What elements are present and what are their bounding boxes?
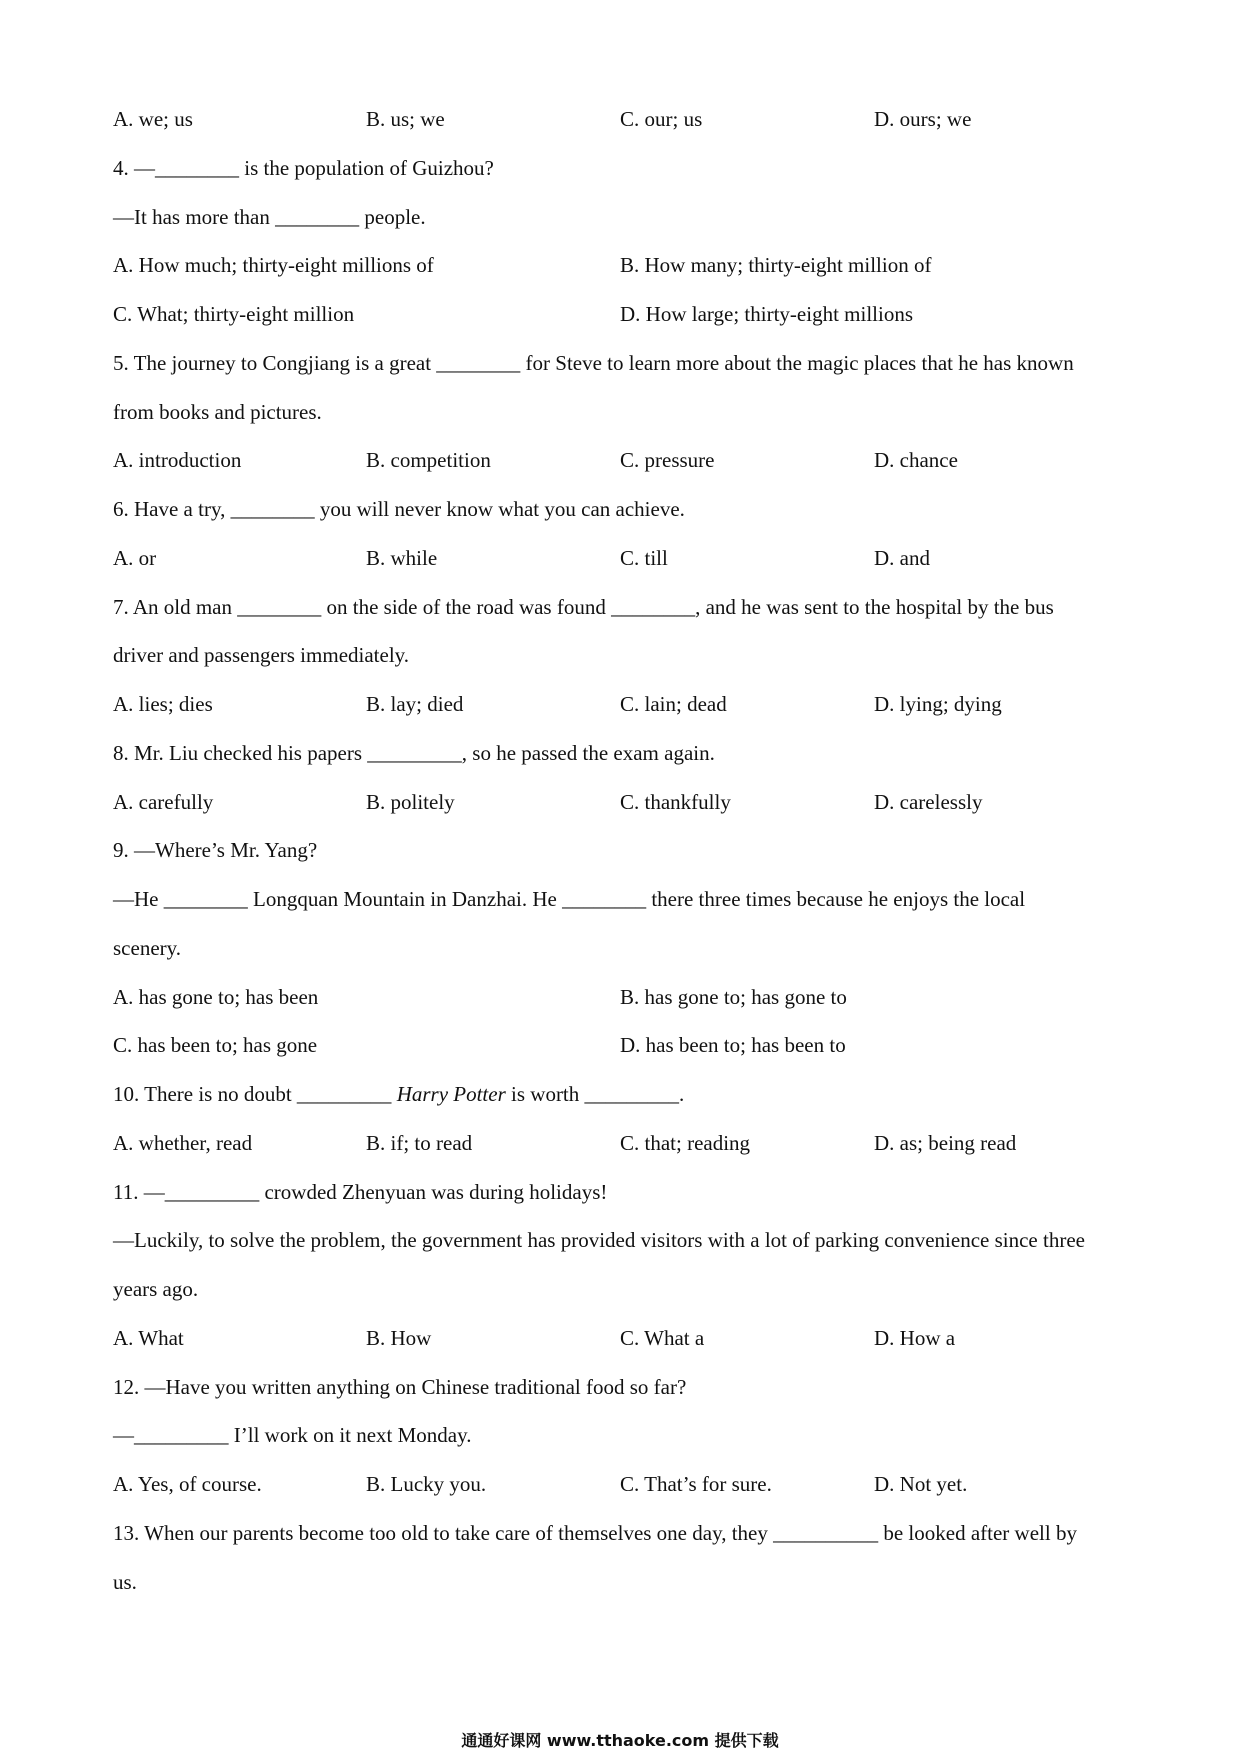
q12-response: —_________ I’ll work on it next Monday. (113, 1423, 472, 1447)
q4-option-c: C. What; thirty-eight million (113, 302, 355, 326)
q7-option-b: B. lay; died (366, 692, 464, 716)
q3-option-d: D. ours; we (874, 107, 972, 131)
q10-stem-prefix: 10. There is no doubt _________ (113, 1082, 397, 1106)
q5-stem: 5. The journey to Congjiang is a great ________ for Steve to learn more about the magic places that he has known (113, 351, 1074, 375)
q4-option-b: B. How many; thirty-eight million of (620, 253, 932, 277)
q4-option-a: A. How much; thirty-eight millions of (113, 253, 434, 277)
q11-option-b: B. How (366, 1326, 432, 1350)
q6-option-c: C. till (620, 546, 668, 570)
q7-option-c: C. lain; dead (620, 692, 727, 716)
q8-option-d: D. carelessly (874, 790, 983, 814)
q3-option-c: C. our; us (620, 107, 703, 131)
q11-response: —Luckily, to solve the problem, the government has provided visitors with a lot of parking convenience since three (113, 1228, 1085, 1252)
q7-stem-continued: driver and passengers immediately. (113, 643, 410, 667)
q13-stem-continued: us. (113, 1570, 137, 1594)
q12-stem: 12. —Have you written anything on Chinese traditional food so far? (113, 1375, 687, 1399)
q11-option-c: C. What a (620, 1326, 705, 1350)
q9-stem: 9. —Where’s Mr. Yang? (113, 838, 318, 862)
q5-option-a: A. introduction (113, 448, 242, 472)
q7-option-a: A. lies; dies (113, 692, 213, 716)
q12-option-c: C. That’s for sure. (620, 1472, 772, 1496)
q12-option-a: A. Yes, of course. (113, 1472, 262, 1496)
q10-option-b: B. if; to read (366, 1131, 473, 1155)
q11-response-continued: years ago. (113, 1277, 199, 1301)
q9-response: —He ________ Longquan Mountain in Danzhai. He ________ there three times because he enjoys the local (113, 887, 1026, 911)
q9-response-continued: scenery. (113, 936, 182, 960)
q13-stem: 13. When our parents become too old to take care of themselves one day, they __________ be looked after well by (113, 1521, 1077, 1545)
q8-option-a: A. carefully (113, 790, 214, 814)
q5-option-d: D. chance (874, 448, 958, 472)
q6-stem: 6. Have a try, ________ you will never know what you can achieve. (113, 497, 685, 521)
q9-option-b: B. has gone to; has gone to (620, 985, 847, 1009)
q11-stem: 11. —_________ crowded Zhenyuan was during holidays! (113, 1180, 608, 1204)
q10-stem-suffix: is worth _________. (505, 1082, 685, 1106)
q5-option-b: B. competition (366, 448, 491, 472)
q10-option-d: D. as; being read (874, 1131, 1017, 1155)
q3-option-a: A. we; us (113, 107, 193, 131)
q8-option-b: B. politely (366, 790, 455, 814)
q4-response: —It has more than ________ people. (113, 205, 426, 229)
q10-option-c: C. that; reading (620, 1131, 751, 1155)
q4-option-d: D. How large; thirty-eight millions (620, 302, 913, 326)
q7-option-d: D. lying; dying (874, 692, 1002, 716)
q10-option-a: A. whether, read (113, 1131, 253, 1155)
q6-option-a: A. or (113, 546, 157, 570)
q6-option-b: B. while (366, 546, 438, 570)
q12-option-d: D. Not yet. (874, 1472, 968, 1496)
q3-option-b: B. us; we (366, 107, 445, 131)
q9-option-a: A. has gone to; has been (113, 985, 319, 1009)
q8-stem: 8. Mr. Liu checked his papers _________, so he passed the exam again. (113, 741, 715, 765)
q11-option-d: D. How a (874, 1326, 956, 1350)
q10-stem (113, 1080, 684, 1108)
q6-option-d: D. and (874, 546, 930, 570)
q5-stem-continued: from books and pictures. (113, 400, 322, 424)
footer-watermark: 通通好课网 www.tthaoke.com 提供下载 (461, 1731, 779, 1750)
q8-option-c: C. thankfully (620, 790, 731, 814)
q10-book-title: Harry Potter (396, 1082, 506, 1106)
q7-stem: 7. An old man ________ on the side of the road was found ________, and he was sent to the hospital by the bus (113, 595, 1054, 619)
q9-option-c: C. has been to; has gone (113, 1033, 318, 1057)
q11-option-a: A. What (113, 1326, 184, 1350)
q9-option-d: D. has been to; has been to (620, 1033, 846, 1057)
q12-option-b: B. Lucky you. (366, 1472, 487, 1496)
q4-stem: 4. —________ is the population of Guizhou? (113, 156, 494, 180)
q5-option-c: C. pressure (620, 448, 715, 472)
